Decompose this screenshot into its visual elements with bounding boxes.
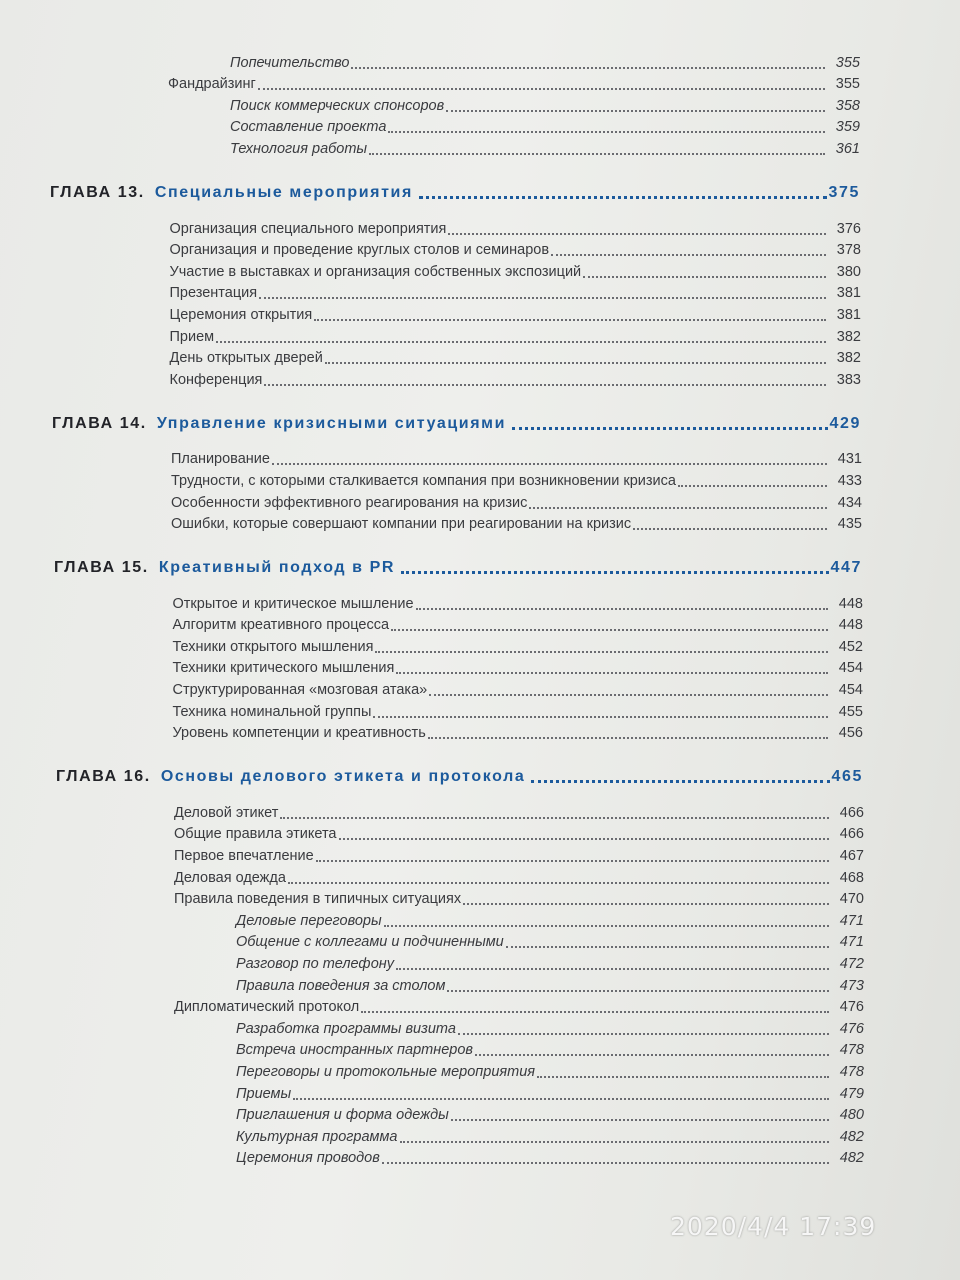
toc-entry <box>0 326 960 348</box>
entry-title: Деловой этикет <box>174 804 279 821</box>
entry-title: Структурированная «мозговая атака» <box>172 682 428 699</box>
entry-title: Правила поведения за столом <box>236 977 446 994</box>
toc-subentry <box>0 910 960 932</box>
dot-leader <box>458 1033 829 1035</box>
entry-page-number: 478 <box>839 1063 864 1080</box>
toc-entry <box>0 348 960 370</box>
entry-title: Технология работы <box>230 140 368 157</box>
toc-entry <box>0 492 960 514</box>
dot-leader <box>537 1076 829 1078</box>
dot-leader <box>429 694 828 696</box>
entry-title: Уровень компетенции и креативность <box>172 725 426 742</box>
dot-leader <box>451 1119 829 1121</box>
toc-subentry <box>0 95 960 117</box>
toc-entry <box>0 867 960 889</box>
dot-leader <box>419 196 827 199</box>
toc-subentry <box>0 52 960 74</box>
toc-subentry <box>0 1105 960 1127</box>
entry-title: Организация и проведение круглых столов и семинаров <box>169 242 550 259</box>
chapter-page-number: 465 <box>831 768 863 786</box>
entry-title: Техники открытого мышления <box>172 638 374 655</box>
dot-leader <box>375 651 828 653</box>
toc-entry <box>0 889 960 911</box>
toc-subentry <box>0 975 960 997</box>
entry-title: Приглашения и форма одежды <box>236 1107 449 1124</box>
chapter-heading <box>0 405 960 435</box>
entry-title: Деловые переговоры <box>236 912 382 929</box>
dot-leader <box>447 990 829 992</box>
entry-page-number: 361 <box>835 140 860 157</box>
dot-leader <box>475 1054 829 1056</box>
entry-title: Трудности, с которыми сталкивается компания при возникновении кризиса <box>171 472 676 489</box>
entry-page-number: 476 <box>839 1020 864 1037</box>
toc-entry <box>0 304 960 326</box>
entry-title: Участие в выставках и организация собственных экспозиций <box>169 263 582 280</box>
entry-page-number: 482 <box>839 1150 864 1167</box>
entry-title: Переговоры и протокольные мероприятия <box>236 1063 536 1080</box>
entry-page-number: 452 <box>838 638 863 655</box>
dot-leader <box>382 1162 829 1164</box>
toc-entry <box>0 74 960 96</box>
dot-leader <box>391 629 828 631</box>
dot-leader <box>384 925 829 927</box>
entry-title: Планирование <box>171 451 270 468</box>
entry-page-number: 448 <box>838 595 863 612</box>
entry-page-number: 479 <box>839 1085 864 1102</box>
dot-leader <box>529 507 827 509</box>
entry-page-number: 476 <box>839 999 864 1016</box>
chapter-heading <box>0 174 960 204</box>
entry-title: Конференция <box>169 371 263 388</box>
toc-entry <box>0 470 960 492</box>
dot-leader <box>216 341 826 343</box>
toc-subentry <box>0 117 960 139</box>
dot-leader <box>373 716 828 718</box>
dot-leader <box>512 427 827 430</box>
table-of-contents <box>0 52 960 1169</box>
dot-leader <box>388 131 825 133</box>
entry-page-number: 470 <box>839 891 864 908</box>
entry-page-number: 434 <box>837 494 862 511</box>
entry-title: Ошибки, которые совершают компании при реагировании на кризис <box>171 516 632 533</box>
dot-leader <box>258 88 825 90</box>
entry-page-number: 467 <box>839 848 864 865</box>
dot-leader <box>316 860 829 862</box>
entry-page-number: 383 <box>836 371 861 388</box>
toc-entry <box>0 261 960 283</box>
entry-title: Алгоритм креативного процесса <box>172 617 390 634</box>
entry-title: Презентация <box>169 285 258 302</box>
dot-leader <box>428 737 828 739</box>
dot-leader <box>396 968 829 970</box>
entry-page-number: 455 <box>838 703 863 720</box>
dot-leader <box>288 882 829 884</box>
entry-title: Открытое и критическое мышление <box>172 595 414 612</box>
dot-leader <box>259 297 826 299</box>
dot-leader <box>293 1098 829 1100</box>
toc-entry <box>0 802 960 824</box>
entry-page-number: 355 <box>835 76 860 93</box>
entry-title: Особенности эффективного реагирования на кризис <box>171 494 528 511</box>
dot-leader <box>551 254 826 256</box>
toc-entry <box>0 723 960 745</box>
toc-entry <box>0 514 960 536</box>
dot-leader <box>361 1011 829 1013</box>
toc-subentry <box>0 1018 960 1040</box>
dot-leader <box>448 233 826 235</box>
entry-page-number: 454 <box>838 682 863 699</box>
toc-entry <box>0 449 960 471</box>
entry-page-number: 456 <box>838 725 863 742</box>
entry-title: Встреча иностранных партнеров <box>236 1042 473 1059</box>
toc-entry <box>0 283 960 305</box>
dot-leader <box>446 110 825 112</box>
entry-page-number: 466 <box>839 826 864 843</box>
entry-page-number: 473 <box>839 977 864 994</box>
entry-page-number: 381 <box>836 306 861 323</box>
entry-title: Попечительство <box>230 54 350 71</box>
entry-page-number: 359 <box>835 119 860 136</box>
photo-timestamp: 2020/4/4 17:39 <box>670 1212 877 1241</box>
entry-title: Техника номинальной группы <box>172 703 372 720</box>
chapter-title: Управление кризисными ситуациями <box>156 414 507 432</box>
toc-subentry <box>0 932 960 954</box>
entry-page-number: 468 <box>839 869 864 886</box>
entry-page-number: 358 <box>835 97 860 114</box>
toc-subentry <box>0 138 960 160</box>
dot-leader <box>280 817 829 819</box>
entry-page-number: 431 <box>837 451 862 468</box>
toc-entry <box>0 845 960 867</box>
dot-leader <box>264 384 826 386</box>
entry-page-number: 478 <box>839 1042 864 1059</box>
entry-title: Приемы <box>236 1085 292 1102</box>
toc-subentry <box>0 1061 960 1083</box>
entry-page-number: 454 <box>838 660 863 677</box>
entry-page-number: 381 <box>836 285 861 302</box>
dot-leader <box>369 153 825 155</box>
entry-title: Общение с коллегами и подчиненными <box>236 934 504 951</box>
dot-leader <box>678 485 827 487</box>
toc-subentry <box>0 1126 960 1148</box>
chapter-number: ГЛАВА 15. <box>54 559 149 577</box>
toc-subentry <box>0 953 960 975</box>
toc-entry <box>0 369 960 391</box>
toc-entry <box>0 997 960 1019</box>
dot-leader <box>583 276 826 278</box>
entry-title: Правила поведения в типичных ситуациях <box>174 891 462 908</box>
toc-entry <box>0 701 960 723</box>
entry-page-number: 482 <box>839 1128 864 1145</box>
toc-entry <box>0 593 960 615</box>
dot-leader <box>325 362 826 364</box>
dot-leader <box>339 838 830 840</box>
toc-entry <box>0 658 960 680</box>
entry-title: Церемония открытия <box>169 306 313 323</box>
entry-title: Культурная программа <box>236 1128 398 1145</box>
chapter-number: ГЛАВА 16. <box>56 768 151 786</box>
dot-leader <box>633 528 827 530</box>
entry-title: Прием <box>169 328 215 345</box>
entry-title: Техники критического мышления <box>172 660 395 677</box>
dot-leader <box>416 608 828 610</box>
toc-entry <box>0 636 960 658</box>
dot-leader <box>314 319 826 321</box>
entry-page-number: 466 <box>839 804 864 821</box>
entry-title: Разработка программы визита <box>236 1020 456 1037</box>
dot-leader <box>400 1141 830 1143</box>
dot-leader <box>272 463 827 465</box>
chapter-title: Креативный подход в PR <box>158 559 396 577</box>
entry-page-number: 435 <box>837 516 862 533</box>
chapter-title: Специальные мероприятия <box>154 183 413 201</box>
entry-page-number: 471 <box>839 912 864 929</box>
entry-page-number: 480 <box>839 1107 864 1124</box>
chapter-number: ГЛАВА 13. <box>50 183 145 201</box>
entry-page-number: 382 <box>836 350 861 367</box>
toc-subentry <box>0 1040 960 1062</box>
entry-title: Дипломатический протокол <box>174 999 360 1016</box>
chapter-heading <box>0 549 960 579</box>
chapter-number: ГЛАВА 14. <box>52 414 147 432</box>
dot-leader <box>506 946 829 948</box>
dot-leader <box>463 903 829 905</box>
toc-subentry <box>0 1083 960 1105</box>
toc-subentry <box>0 1148 960 1170</box>
chapter-page-number: 429 <box>829 414 861 432</box>
entry-title: Деловая одежда <box>174 869 286 886</box>
toc-entry <box>0 679 960 701</box>
dot-leader <box>401 571 828 574</box>
entry-title: Первое впечатление <box>174 848 314 865</box>
dot-leader <box>396 672 828 674</box>
entry-page-number: 472 <box>839 956 864 972</box>
toc-entry <box>0 615 960 637</box>
dot-leader <box>351 67 825 69</box>
entry-title: Поиск коммерческих спонсоров <box>230 97 445 114</box>
toc-entry <box>0 218 960 240</box>
chapter-heading <box>0 758 960 788</box>
entry-title: Организация специального мероприятия <box>169 220 447 237</box>
dot-leader <box>531 780 829 783</box>
entry-page-number: 382 <box>836 328 861 345</box>
entry-page-number: 376 <box>836 220 861 237</box>
entry-title: Фандрайзинг <box>168 76 256 93</box>
chapter-title: Основы делового этикета и протокола <box>160 768 526 786</box>
entry-page-number: 471 <box>839 934 864 951</box>
chapter-page-number: 375 <box>828 183 860 201</box>
entry-page-number: 448 <box>838 617 863 634</box>
entry-title: Составление проекта <box>230 119 387 136</box>
entry-title: Церемония проводов <box>236 1150 380 1167</box>
toc-entry <box>0 824 960 846</box>
entry-title: Общие правила этикета <box>174 826 337 843</box>
entry-page-number: 378 <box>836 242 861 259</box>
chapter-page-number: 447 <box>830 559 862 577</box>
entry-page-number: 380 <box>836 263 861 280</box>
entry-title: Разговор по телефону <box>236 956 394 972</box>
entry-page-number: 355 <box>835 54 860 71</box>
entry-page-number: 433 <box>837 472 862 489</box>
entry-title: День открытых дверей <box>169 350 323 367</box>
toc-entry <box>0 240 960 262</box>
